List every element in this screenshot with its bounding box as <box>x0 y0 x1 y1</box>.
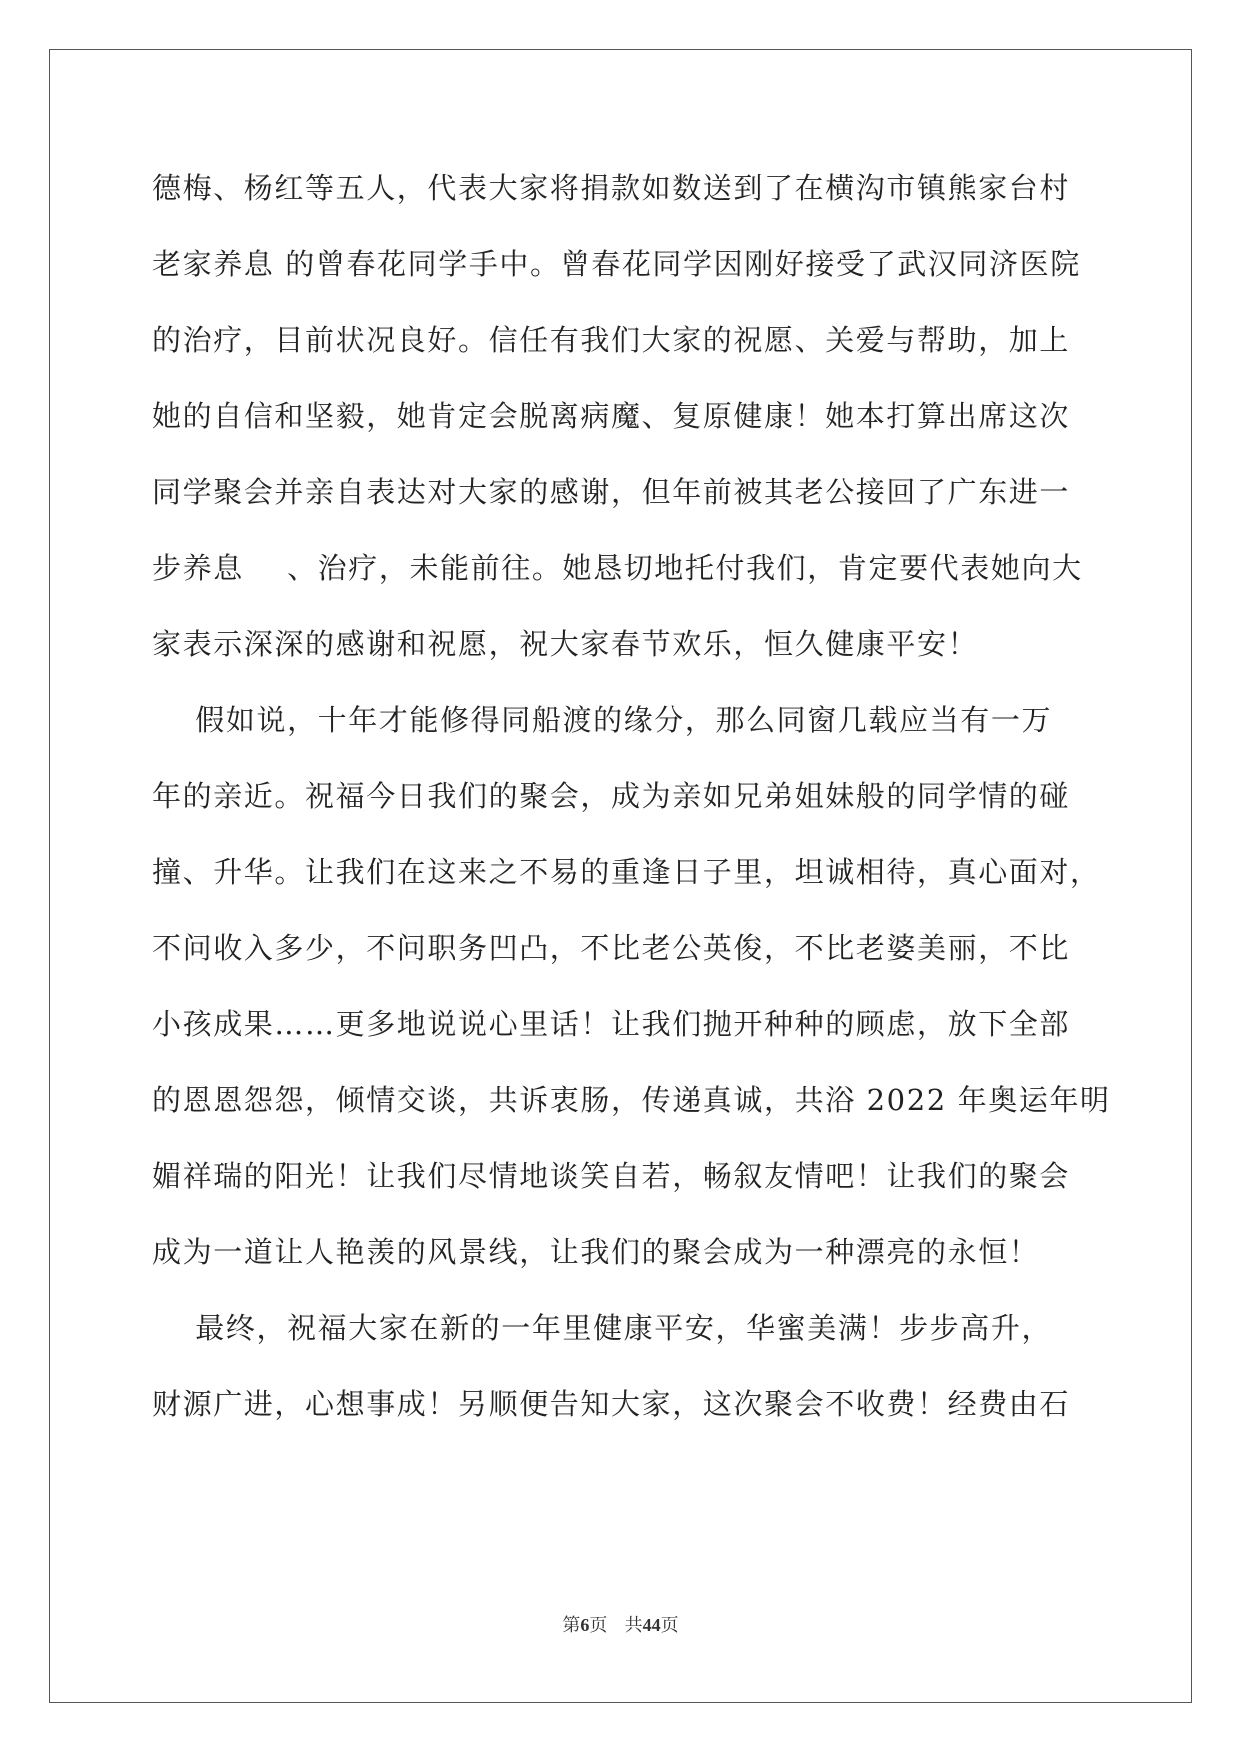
footer-suffix: 页 <box>660 1615 679 1636</box>
text-line: 她的自信和坚毅，她肯定会脱离病魔、复原健康！她本打算出席这次 <box>152 399 1071 433</box>
text-line: 财源广进，心想事成！另顺便告知大家，这次聚会不收费！经费由石 <box>152 1387 1071 1421</box>
page-total: 44 <box>642 1615 661 1635</box>
text-line: 小孩成果……更多地说说心里话！让我们抛开种种的顾虑，放下全部 <box>152 1007 1071 1041</box>
text-line: 撞、升华。让我们在这来之不易的重逢日子里，坦诚相待，真心面对， <box>152 855 1101 889</box>
text-line: 年的亲近。祝福今日我们的聚会，成为亲如兄弟姐妹般的同学情的碰 <box>152 779 1071 813</box>
footer-middle: 页 共 <box>589 1615 643 1636</box>
text-line: 假如说，十年才能修得同船渡的缘分，那么同窗几载应当有一万 <box>152 703 1053 737</box>
text-line: 老家养息 的曾春花同学手中。曾春花同学因刚好接受了武汉同济医院 <box>152 247 1081 281</box>
text-line: 最终，祝福大家在新的一年里健康平安，华蜜美满！步步高升， <box>152 1311 1053 1345</box>
page-number: 6 <box>580 1615 590 1635</box>
text-line: 同学聚会并亲自表达对大家的感谢，但年前被其老公接回了广东进一 <box>152 475 1071 509</box>
text-line: 不问收入多少，不问职务凹凸，不比老公英俊，不比老婆美丽，不比 <box>152 931 1071 965</box>
text-line: 德梅、杨红等五人，代表大家将捐款如数送到了在横沟市镇熊家台村 <box>152 171 1071 205</box>
body-text <box>152 168 1111 1460</box>
text-line: 的治疗，目前状况良好。信任有我们大家的祝愿、关爱与帮助，加上 <box>152 323 1071 357</box>
text-line: 家表示深深的感谢和祝愿，祝大家春节欢乐，恒久健康平安！ <box>152 627 979 661</box>
footer-prefix: 第 <box>562 1615 581 1636</box>
text-line: 的恩恩怨怨，倾情交谈，共诉衷肠，传递真诚，共浴 2022 年奥运年明 <box>152 1083 1111 1117</box>
page-footer <box>0 1611 1241 1637</box>
text-line: 步养息 、治疗，未能前往。她恳切地托付我们，肯定要代表她向大 <box>152 551 1083 585</box>
text-line: 媚祥瑞的阳光！让我们尽情地谈笑自若，畅叙友情吧！让我们的聚会 <box>152 1159 1071 1193</box>
text-line: 成为一道让人艳羡的风景线，让我们的聚会成为一种漂亮的永恒！ <box>152 1235 1040 1269</box>
